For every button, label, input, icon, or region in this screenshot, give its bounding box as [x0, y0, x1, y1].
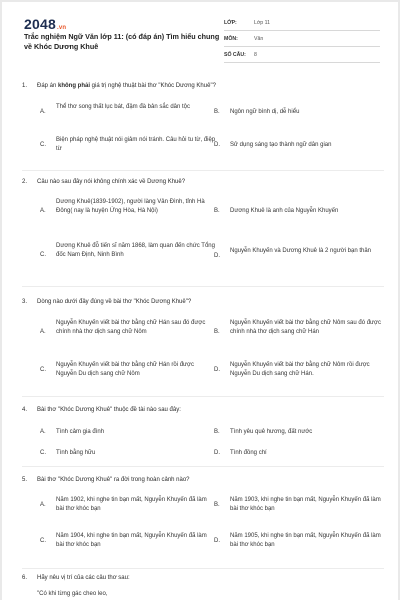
logo-main: 2048 — [24, 16, 56, 32]
meta-value: Lớp 11 — [254, 19, 270, 26]
question-text-emphasis: không phải — [58, 83, 91, 89]
option-letter: A. — [40, 329, 46, 335]
option-text: Năm 1902, khi nghe tin bạn mất, Nguyễn Khuyến đã làm bài thơ khóc bạn — [56, 497, 207, 513]
question-text: Câu nào sau đây nói không chính xác về Dương Khuê? — [37, 179, 186, 185]
option-letter: A. — [40, 109, 46, 115]
question-text: Bài thơ "Khóc Dương Khuê" ra đời trong hoàn cảnh nào? — [37, 477, 190, 483]
option-text: Nguyễn Khuyến viết bài thơ bằng chữ Nôm rồi được Nguyễn Du dịch sang chữ Hán. — [230, 362, 370, 378]
question-text: Dòng nào dưới đây đúng về bài thơ "Khóc Dương Khuê"? — [37, 299, 192, 305]
option-letter: A. — [40, 208, 46, 214]
divider — [22, 286, 384, 287]
meta-row-count — [224, 47, 380, 63]
option-text: Tình bằng hữu — [56, 450, 96, 456]
option-text: Dương Khuê đỗ tiến sĩ năm 1868, làm quan đến chức Tổng đốc Nam Định, Ninh Bình — [56, 243, 215, 259]
question-number: 1. — [22, 83, 28, 89]
option-text: Dương Khuê là anh của Nguyễn Khuyến — [230, 208, 339, 214]
option-letter: B. — [214, 208, 220, 214]
option-text: Nguyễn Khuyến viết bài thơ bằng chữ Hán sau đó được chính nhà thơ dịch sang chữ Nôm — [56, 320, 206, 336]
meta-row-class — [224, 15, 380, 31]
document-page — [2, 2, 398, 600]
meta-table — [224, 15, 380, 63]
option-text: Nguyễn Khuyến viết bài thơ bằng chữ Nôm sau đó được chính nhà thơ dịch sang chữ Hán — [230, 320, 381, 336]
option-text: Năm 1904, khi nghe tin bạn mất, Nguyễn Khuyến đã làm bài thơ khóc bạn — [56, 533, 207, 549]
option-letter: C. — [40, 252, 46, 258]
question-text-part: giá trị nghệ thuật bài thơ "Khóc Dương Khuê"? — [90, 83, 216, 89]
option-text: Ngôn ngữ bình dị, dễ hiểu — [230, 109, 300, 115]
option-letter: C. — [40, 538, 46, 544]
option-text: Tình yêu quê hương, đất nước — [230, 429, 313, 435]
option-letter: D. — [214, 253, 220, 259]
question-text-part: Đáp án — [37, 83, 59, 89]
question-text: Bài thơ "Khóc Dương Khuê" thuộc đề tài nào sau đây: — [37, 407, 181, 413]
question-number: 5. — [22, 477, 28, 483]
question-number: 6. — [22, 575, 28, 581]
divider — [22, 466, 384, 467]
option-letter: B. — [214, 502, 220, 508]
question-number: 2. — [22, 179, 28, 185]
meta-row-subject — [224, 31, 380, 47]
option-text: Tình cảm gia đình — [56, 429, 105, 435]
option-letter: A. — [40, 502, 46, 508]
option-letter: D. — [214, 538, 220, 544]
option-letter: D. — [214, 367, 220, 373]
option-text: Nguyễn Khuyến viết bài thơ bằng chữ Hán rồi được Nguyễn Du dịch sang chữ Nôm — [56, 362, 194, 378]
option-letter: A. — [40, 429, 46, 435]
divider — [22, 396, 384, 397]
divider — [22, 170, 384, 171]
meta-key: LỚP: — [224, 19, 237, 26]
option-text: Năm 1905, khi nghe tin bạn mất, Nguyễn Khuyến đã làm bài thơ khóc bạn — [230, 533, 381, 549]
question-number: 4. — [22, 407, 28, 413]
header — [2, 2, 398, 68]
divider — [22, 568, 384, 569]
meta-key: MÔN: — [224, 35, 238, 42]
option-letter: C. — [40, 367, 46, 373]
option-text: Sử dụng sáng tạo thành ngữ dân gian — [230, 142, 332, 148]
question-text: Hãy nêu vị trí của các câu thơ sau: — [37, 575, 130, 581]
site-logo[interactable] — [24, 16, 66, 32]
option-letter: C. — [40, 450, 46, 456]
option-text: Năm 1903, khi nghe tin bạn mất, Nguyễn Khuyến đã làm bài thơ khóc bạn — [230, 497, 381, 513]
option-text: Dương Khuê(1839-1902), người làng Vân Đình, tỉnh Hà Đông( nay là huyện Ứng Hòa, Hà Nội) — [56, 199, 205, 215]
option-text: Tình đồng chí — [230, 450, 267, 456]
question-number: 3. — [22, 299, 28, 305]
option-text: Thể thơ song thất lục bát, đậm đà bản sắc dân tộc — [56, 104, 191, 110]
option-letter: B. — [214, 109, 220, 115]
option-letter: B. — [214, 429, 220, 435]
option-letter: C. — [40, 142, 46, 148]
meta-value: 8 — [254, 51, 257, 58]
option-letter: D. — [214, 450, 220, 456]
option-letter: D. — [214, 142, 220, 148]
option-text: Nguyễn Khuyến và Dương Khuê là 2 người bạn thân — [230, 248, 371, 254]
logo-tld: .vn — [56, 25, 67, 31]
quote-text: "Có khi từng gác cheo leo, — [37, 591, 108, 597]
meta-value: Văn — [254, 35, 264, 42]
page-title: Trắc nghiệm Ngữ Văn lớp 11: (có đáp án) Tìm hiểu chung về Khóc Dương Khuê — [24, 32, 220, 51]
option-letter: B. — [214, 329, 220, 335]
meta-key: SỐ CÂU: — [224, 51, 246, 58]
question-text — [37, 82, 382, 91]
option-text: Biện pháp nghệ thuật nói giảm nói tránh. Câu hỏi tu từ, điệp từ — [56, 137, 216, 153]
